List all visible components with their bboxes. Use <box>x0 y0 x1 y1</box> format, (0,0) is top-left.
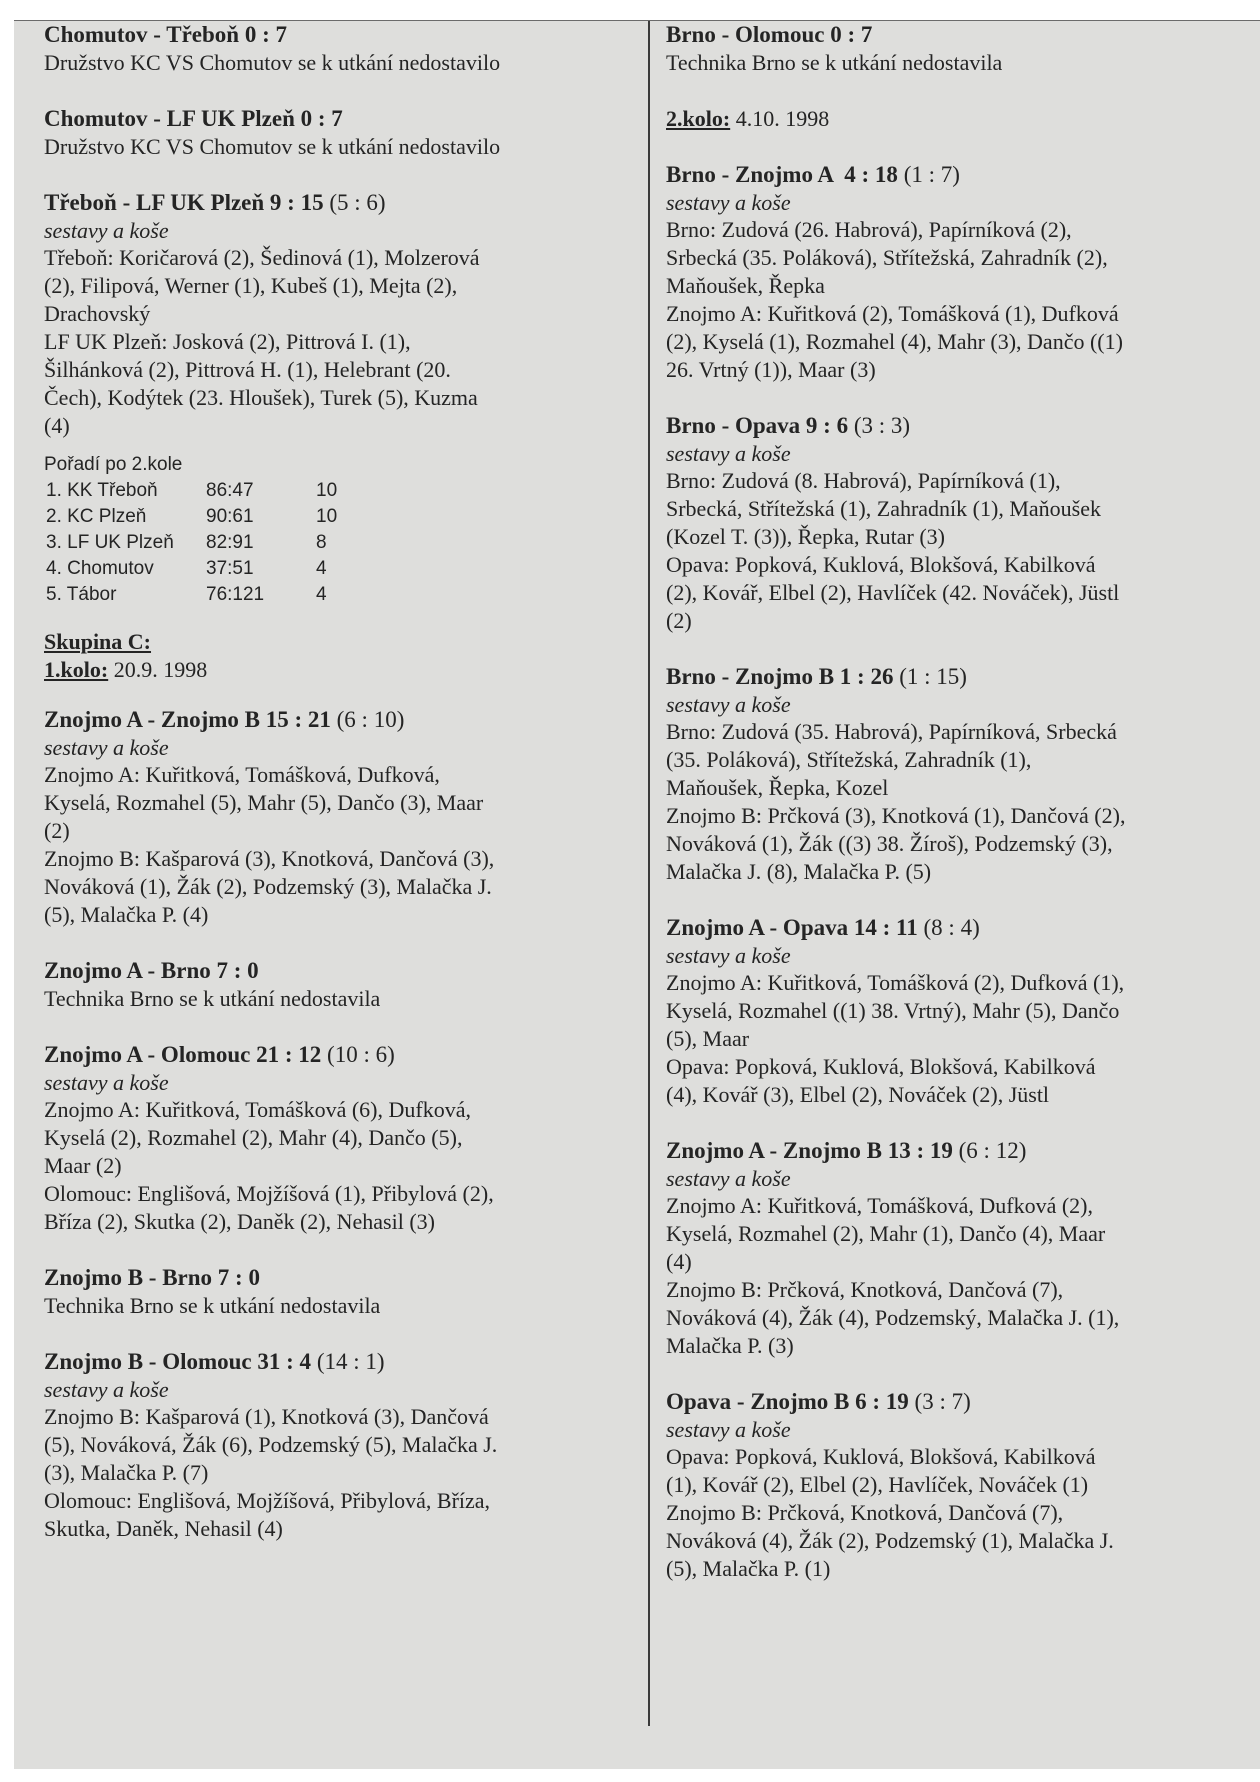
team-name: 5. Tábor <box>46 584 117 605</box>
lineup-line: Znojmo A: Kuřitková, Tomášková, Dufková, <box>44 762 440 787</box>
lineup-line: (4), Kovář (3), Elbel (2), Nováček (2), Jüstl <box>666 1082 1050 1107</box>
lineups-label: sestavy a koše <box>44 218 169 243</box>
match-note: Technika Brno se k utkání nedostavila <box>44 1293 381 1318</box>
halftime-score: (1 : 7) <box>903 162 960 187</box>
halftime-score: (10 : 6) <box>327 1042 395 1067</box>
lineup-line: (4) <box>666 1249 692 1274</box>
lineup-line: (2) <box>44 818 70 843</box>
lineup-line: (3), Malačka P. (7) <box>44 1460 209 1485</box>
match-note: Technika Brno se k utkání nedostavila <box>666 50 1003 75</box>
match-znojmoa-opava <box>666 914 1226 1109</box>
lineup-line: Maar (2) <box>44 1153 122 1178</box>
match-title: Znojmo B - Olomouc 31 : 4 (14 : 1) <box>44 1349 385 1374</box>
round-heading <box>44 656 604 684</box>
lineup-line: (2), Filipová, Werner (1), Kubeš (1), Mejta (2), <box>44 273 458 298</box>
column-divider <box>648 21 650 1726</box>
lineups-label: sestavy a koše <box>666 441 791 466</box>
round-label: 1.kolo: <box>44 657 109 682</box>
lineup-line: Srbecká, Střítežská (1), Zahradník (1), Maňoušek <box>666 496 1101 521</box>
match-brno-olomouc <box>666 21 1226 77</box>
lineup-line: Znojmo A: Kuřitková, Tomášková (2), Dufková (1), <box>666 970 1125 995</box>
lineup-line: Znojmo A: Kuřitková (2), Tomášková (1), Dufková <box>666 301 1119 326</box>
lineup-line: Čech), Kodýtek (23. Hloušek), Turek (5), Kuzma <box>44 385 478 410</box>
lineup-line: Kyselá, Rozmahel ((1) 38. Vrtný), Mahr (5), Dančo <box>666 998 1120 1023</box>
match-chomutov-trebon <box>44 21 604 77</box>
team-score: 37:51 <box>206 558 254 579</box>
team-name: 2. KC Plzeň <box>46 506 147 527</box>
table-row <box>46 478 346 504</box>
match-note: Družstvo KC VS Chomutov se k utkání nedostavilo <box>44 50 501 75</box>
lineup-line: Znojmo B: Prčková, Knotková, Dančová (7), <box>666 1500 1064 1525</box>
lineup-line: Znojmo A: Kuřitková, Tomášková (6), Dufková, <box>44 1097 471 1122</box>
standings-heading: Pořadí po 2.kole <box>44 454 183 475</box>
lineup-line: Nováková (1), Žák (2), Podzemský (3), Malačka J. <box>44 874 492 899</box>
lineup-line: Opava: Popková, Kuklová, Blokšová, Kabilková <box>666 1444 1096 1469</box>
halftime-score: (8 : 4) <box>923 915 980 940</box>
lineups-label: sestavy a koše <box>666 943 791 968</box>
team-score: 82:91 <box>206 532 254 553</box>
lineups-label: sestavy a koše <box>44 1070 169 1095</box>
lineup-line: Kyselá, Rozmahel (5), Mahr (5), Dančo (3), Maar <box>44 790 484 815</box>
table-row <box>46 582 346 608</box>
match-title: Znojmo A - Brno 7 : 0 <box>44 958 259 983</box>
lineup-line: Opava: Popková, Kuklová, Blokšová, Kabilková <box>666 552 1096 577</box>
match-title: Znojmo A - Znojmo B 15 : 21 (6 : 10) <box>44 707 405 732</box>
lineups-label: sestavy a koše <box>666 190 791 215</box>
team-points: 8 <box>316 532 327 553</box>
lineup-line: Třeboň: Koričarová (2), Šedinová (1), Molzerová <box>44 245 480 270</box>
match-chomutov-plzen <box>44 105 604 161</box>
team-points: 10 <box>316 506 338 527</box>
lineup-line: Malačka J. (8), Malačka P. (5) <box>666 859 932 884</box>
match-brno-opava <box>666 412 1226 635</box>
match-znojmoa-znojmob <box>44 706 604 929</box>
lineup-line: (Kozel T. (3)), Řepka, Rutar (3) <box>666 524 945 549</box>
halftime-score: (1 : 15) <box>899 664 967 689</box>
match-znojmoa-brno <box>44 957 604 1013</box>
team-score: 90:61 <box>206 506 254 527</box>
lineup-line: (5), Maar <box>666 1026 750 1051</box>
lineup-line: (2) <box>666 608 692 633</box>
match-trebon-plzen <box>44 189 604 440</box>
lineup-line: Opava: Popková, Kuklová, Blokšová, Kabilková <box>666 1054 1096 1079</box>
halftime-score: (14 : 1) <box>316 1349 385 1374</box>
match-title: Chomutov - Třeboň 0 : 7 <box>44 22 288 47</box>
lineup-line: Maňoušek, Řepka <box>666 273 825 298</box>
match-title: Znojmo A - Opava 14 : 11 (8 : 4) <box>666 915 980 940</box>
lineup-line: Brno: Zudová (8. Habrová), Papírníková (1), <box>666 468 1061 493</box>
match-opava-znojmob <box>666 1388 1226 1583</box>
match-brno-znojmob <box>666 663 1226 886</box>
match-title: Chomutov - LF UK Plzeň 0 : 7 <box>44 106 343 131</box>
match-note: Technika Brno se k utkání nedostavila <box>44 986 381 1011</box>
table-row <box>46 556 346 582</box>
lineup-line: (5), Nováková, Žák (6), Podzemský (5), Malačka J. <box>44 1432 498 1457</box>
lineup-line: Nováková (4), Žák (4), Podzemský, Malačka J. (1), <box>666 1305 1120 1330</box>
halftime-score: (3 : 3) <box>853 413 911 438</box>
lineup-line: (5), Malačka P. (4) <box>44 902 209 927</box>
round-date: 20.9. 1998 <box>108 657 208 682</box>
lineup-line: (2), Kyselá (1), Rozmahel (4), Mahr (3), Dančo ((1) <box>666 329 1123 354</box>
match-note: Družstvo KC VS Chomutov se k utkání nedostavilo <box>44 134 501 159</box>
lineups-label: sestavy a koše <box>44 735 169 760</box>
match-znojmob-olomouc <box>44 1348 604 1543</box>
lineup-line: 26. Vrtný (1)), Maar (3) <box>666 357 876 382</box>
lineup-line: Znojmo A: Kuřitková, Tomášková, Dufková (2), <box>666 1193 1093 1218</box>
lineup-line: LF UK Plzeň: Josková (2), Pittrová I. (1), <box>44 329 411 354</box>
halftime-score: (5 : 6) <box>329 190 386 215</box>
lineup-line: (2), Kovář, Elbel (2), Havlíček (42. Nováček), Jüstl <box>666 580 1120 605</box>
match-title: Třeboň - LF UK Plzeň 9 : 15 (5 : 6) <box>44 190 386 215</box>
team-name: 3. LF UK Plzeň <box>46 532 174 553</box>
lineups-label: sestavy a koše <box>666 692 791 717</box>
lineup-line: Srbecká (35. Poláková), Střítežská, Zahradník (2), <box>666 245 1108 270</box>
team-score: 86:47 <box>206 480 254 501</box>
left-column <box>44 21 604 1543</box>
lineup-line: Nováková (4), Žák (2), Podzemský (1), Malačka J. <box>666 1528 1114 1553</box>
lineup-line: Drachovský <box>44 301 151 326</box>
lineup-line: Malačka P. (3) <box>666 1333 794 1358</box>
lineup-line: Olomouc: Englišová, Mojžíšová, Přibylová, Bříza, <box>44 1488 491 1513</box>
table-row <box>46 530 346 556</box>
lineup-line: Kyselá (2), Rozmahel (2), Mahr (4), Dančo (5), <box>44 1125 463 1150</box>
match-title: Znojmo B - Brno 7 : 0 <box>44 1265 260 1290</box>
lineups-label: sestavy a koše <box>666 1166 791 1191</box>
lineup-line: Znojmo B: Kašparová (3), Knotková, Dančová (3), <box>44 846 495 871</box>
halftime-score: (6 : 12) <box>958 1138 1027 1163</box>
lineups-label: sestavy a koše <box>666 1417 791 1442</box>
team-points: 10 <box>316 480 338 501</box>
lineup-line: Znojmo B: Prčková (3), Knotková (1), Dančová (2), <box>666 803 1126 828</box>
match-title: Brno - Znojmo A 4 : 18 (1 : 7) <box>666 162 960 187</box>
lineups-label: sestavy a koše <box>44 1377 169 1402</box>
halftime-score: (3 : 7) <box>914 1389 971 1414</box>
team-points: 4 <box>316 584 327 605</box>
halftime-score: (6 : 10) <box>336 707 405 732</box>
standings-table <box>44 452 604 608</box>
match-brno-znojmoa <box>666 161 1226 384</box>
group-heading: Skupina C: <box>44 629 152 654</box>
lineup-line: Brno: Zudová (26. Habrová), Papírníková (2), <box>666 217 1072 242</box>
table-row <box>46 504 346 530</box>
match-title: Znojmo A - Znojmo B 13 : 19 (6 : 12) <box>666 1138 1027 1163</box>
match-title: Opava - Znojmo B 6 : 19 (3 : 7) <box>666 1389 971 1414</box>
team-name: 1. KK Třeboň <box>46 480 158 501</box>
lineup-line: Brno: Zudová (35. Habrová), Papírníková, Srbecká <box>666 719 1117 744</box>
round-heading <box>666 105 1226 133</box>
lineup-line: Olomouc: Englišová, Mojžíšová (1), Přibylová (2), <box>44 1181 494 1206</box>
match-znojmoa-znojmob-2 <box>666 1137 1226 1360</box>
team-points: 4 <box>316 558 327 579</box>
match-title: Brno - Opava 9 : 6 (3 : 3) <box>666 413 911 438</box>
lineup-line: (35. Poláková), Střítežská, Zahradník (1), <box>666 747 1032 772</box>
lineup-line: Bříza (2), Skutka (2), Daněk (2), Nehasil (3) <box>44 1209 435 1234</box>
match-znojmob-brno <box>44 1264 604 1320</box>
match-title: Brno - Olomouc 0 : 7 <box>666 22 873 47</box>
lineup-line: Šilhánková (2), Pittrová H. (1), Helebrant (20. <box>44 357 451 382</box>
match-title: Brno - Znojmo B 1 : 26 (1 : 15) <box>666 664 967 689</box>
lineup-line: (1), Kovář (2), Elbel (2), Havlíček, Nováček (1) <box>666 1472 1089 1497</box>
lineup-line: Skutka, Daněk, Nehasil (4) <box>44 1516 283 1541</box>
lineup-line: Znojmo B: Prčková, Knotková, Dančová (7), <box>666 1277 1064 1302</box>
team-name: 4. Chomutov <box>46 558 154 579</box>
match-znojmoa-olomouc <box>44 1041 604 1236</box>
document-page <box>14 20 1260 1769</box>
round-label: 2.kolo: <box>666 106 731 131</box>
match-title: Znojmo A - Olomouc 21 : 12 (10 : 6) <box>44 1042 395 1067</box>
lineup-line: (5), Malačka P. (1) <box>666 1556 831 1581</box>
right-column <box>666 21 1226 1583</box>
round-date: 4.10. 1998 <box>730 106 830 131</box>
lineup-line: Znojmo B: Kašparová (1), Knotková (3), Dančová <box>44 1404 489 1429</box>
lineup-line: Nováková (1), Žák ((3) 38. Žíroš), Podzemský (3), <box>666 831 1113 856</box>
team-score: 76:121 <box>206 584 265 605</box>
lineup-line: Maňoušek, Řepka, Kozel <box>666 775 889 800</box>
lineup-line: (4) <box>44 413 70 438</box>
lineup-line: Kyselá, Rozmahel (2), Mahr (1), Dančo (4), Maar <box>666 1221 1106 1246</box>
